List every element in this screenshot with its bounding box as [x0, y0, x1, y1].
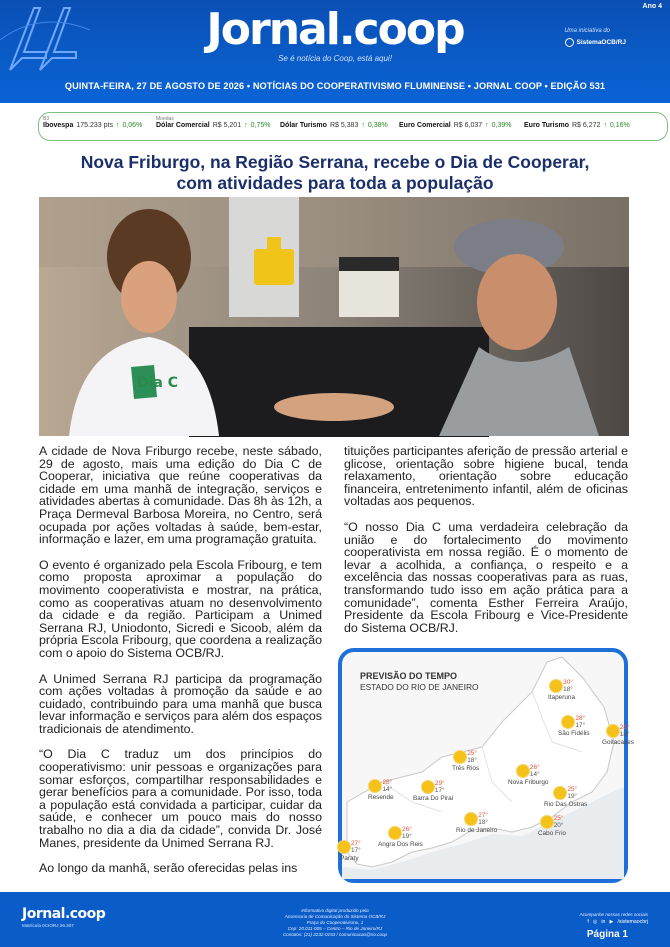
city-name: Barra Do Piraí: [413, 795, 454, 802]
linkedin-icon[interactable]: in: [601, 919, 606, 925]
info-line: Informativo digital produzido pela: [301, 908, 369, 913]
city-name: Nova Friburgo: [508, 779, 549, 786]
temp-max: 26°: [529, 764, 540, 771]
up-arrow-icon: ↑: [603, 121, 607, 129]
temp-max: 30°: [563, 679, 573, 686]
temp-min: 14°: [529, 771, 540, 778]
youtube-icon[interactable]: ▶: [609, 919, 614, 925]
ticker-name: Dólar Comercial: [156, 121, 210, 129]
facebook-icon[interactable]: f: [587, 919, 589, 925]
temp-min: 17°: [434, 787, 445, 794]
temp-max: 27°: [478, 812, 488, 819]
ticker-name: Ibovespa: [43, 121, 74, 129]
acompanhe-label: Acompanhe nossas redes sociais: [579, 912, 648, 917]
city-name: Goitacazes: [602, 739, 634, 746]
city-name: Cabo Frio: [538, 830, 567, 837]
footer-matricula: Matrícula 0CIORJ 26.307: [22, 923, 74, 928]
article-column-1: [39, 445, 322, 888]
temp-max: 25°: [467, 750, 477, 757]
city-forecast: [558, 715, 590, 737]
ticker-name: Euro Turismo: [524, 121, 569, 129]
city-forecast: [456, 812, 497, 834]
paragraph: O evento é organizado pela Escola Fribourg, e tem como proposta aproximar a população do movimento cooperativista e mostrar, na prática, como as cooperativas atuam no desenvolvimento da cidade e da região. Participam a Unimed Serrana RJ, Uniodonto, Sicredi e Sicoob, além da própria Escola Fribourg, que coordena a realização com o apoio do Sistema OCB/RJ.: [39, 557, 322, 660]
paragraph: “O Dia C traduz um dos princípios do cooperativismo: unir pessoas e organizações para somar esforços, compartilhar responsabilidades e gerar benefícios para a comunidade. Por isso, toda a população está convidada a participar, cuidar da saúde, e conhecer um pouco mais do nosso trabalho no dia a dia da cidade”, convida Dr. José Manes, presidente da Unimed Serrana RJ.: [39, 747, 322, 850]
dia-c-shirt-label: Dia C: [137, 375, 179, 391]
article-headline: [38, 152, 632, 194]
slogan: Se é notícia do Coop, está aqui!: [278, 54, 392, 63]
sun-icon: [541, 816, 553, 828]
ticker-value: R$ 5,201: [212, 121, 242, 129]
sun-icon: [554, 787, 566, 799]
ticker-change: 0,39%: [491, 121, 512, 129]
social-links: [587, 919, 648, 925]
city-name: Três Rios: [452, 765, 480, 772]
city-forecast: [602, 724, 634, 746]
ticker-value: R$ 6,037: [453, 121, 483, 129]
ticker-change: 0,06%: [122, 121, 143, 129]
headline-line-2: com atividades para toda a população: [176, 173, 494, 193]
sun-icon: [389, 827, 401, 839]
market-ticker: [38, 112, 668, 141]
ticker-value: R$ 5,383: [329, 121, 359, 129]
cloud-sun-icon: [454, 751, 466, 763]
temp-min: 14°: [382, 786, 393, 793]
temp-max: 28°: [382, 779, 393, 786]
info-line: Assessoria de Comunicação do Sistema OCB/RJ: [284, 914, 386, 919]
paragraph: A Unimed Serrana RJ participa da programação com ações voltadas à promoção da saúde e ao cuidado, contribuindo para uma manhã que busca levar informação e serviços para além dos espaços tradicionais de atendimento.: [39, 671, 322, 736]
temp-min: 20°: [553, 822, 564, 829]
ticker-item: [399, 122, 512, 129]
paragraph: A cidade de Nova Friburgo recebe, neste sábado, 29 de agosto, mais uma edição do Dia C de Cooperar, iniciativa que reúne cooperativas da cidade em uma manhã de integração, serviços e atividades abertas à comunidade. Das 8h às 12h, a Praça Dermeval Barbosa Moreira, no Centro, será ocupada por ações voltadas à saúde, bem-estar, informação e lazer, em uma programação gratuita.: [39, 444, 322, 547]
ocb-circle-icon: [565, 38, 574, 47]
city-forecast: [452, 750, 479, 772]
sun-icon: [465, 813, 477, 825]
up-arrow-icon: ↑: [115, 121, 120, 129]
temp-min: 18°: [619, 731, 630, 738]
temp-min: 17°: [351, 847, 361, 854]
sun-icon: [338, 841, 350, 853]
ano-label: Ano 4: [642, 3, 662, 10]
city-forecast: [368, 779, 394, 801]
info-line: Contatos: (21) 2232-0153 / comunicacao@rio.coop: [282, 932, 388, 937]
paragraph: “O nosso Dia C uma verdadeira celebração da união e do fortalecimento do movimento cooperativista em nossa região. É o momento de levar a acolhida, a confiança, o respeito e a excelência das nossas cooperativas para as ruas, transformando tudo isso em ação prática para a comunidade”, comenta Esther Ferreira Araújo, Presidente da Escola Fribourg e Vice-Presidente do Sistema OCB/RJ.: [344, 519, 628, 635]
city-name: Paraty: [340, 855, 359, 862]
temp-max: 28°: [575, 715, 586, 722]
up-arrow-icon: ↑: [361, 121, 365, 129]
article-photo: [39, 197, 629, 436]
city-name: Rio Das Ostras: [544, 801, 588, 808]
iniciativa-label: Uma iniciativa do: [564, 28, 610, 34]
sun-icon: [422, 781, 434, 793]
b3-label: B3: [43, 116, 50, 122]
city-name: São Fidélis: [558, 730, 590, 737]
article-column-2: [344, 445, 628, 647]
sistema-ocb-logo: [565, 37, 627, 47]
temp-max: 25°: [567, 786, 577, 793]
temp-max: 28°: [619, 724, 630, 731]
temp-max: 27°: [351, 840, 361, 847]
city-forecast: [544, 786, 587, 808]
weather-title: PREVISÃO DO TEMPO: [360, 671, 458, 681]
sun-icon: [369, 780, 381, 792]
ticker-item: [280, 122, 388, 129]
city-forecast: [378, 826, 423, 848]
footer-logo: Jornal.coop: [22, 906, 106, 922]
city-forecast: [538, 815, 566, 837]
temp-min: 19°: [567, 793, 577, 800]
dateline: QUINTA-FEIRA, 27 DE AGOSTO DE 2026 • NOTÍCIAS DO COOPERATIVISMO FLUMINENSE • JORNAL COOP • EDIÇÃO 531: [64, 81, 606, 91]
paragraph: Ao longo da manhã, serão oferecidas pelas ins: [39, 861, 298, 876]
city-name: Rio de Janeiro: [456, 827, 498, 834]
temp-min: 17°: [575, 722, 586, 729]
info-line: Cep: 20.011-005 – Centro – Rio de Janeiro/RJ: [287, 926, 383, 931]
event-photo-illustration: [39, 197, 629, 436]
paragraph: tituições participantes aferição de pressão arterial e glicose, orientação sobre higiene bucal, tenda relaxamento, orientação sobre educação financeira, entretenimento infantil, além de oficinas voltadas aos pequenos.: [344, 444, 628, 509]
page-number: Página 1: [586, 929, 628, 940]
ticker-name: Euro Comercial: [399, 121, 451, 129]
page-footer: [0, 892, 670, 947]
temp-min: 19°: [402, 833, 412, 840]
footer-info: [0, 908, 670, 938]
city-name: Itaperuna: [548, 694, 576, 701]
up-arrow-icon: ↑: [485, 121, 489, 129]
temp-min: 18°: [478, 819, 488, 826]
masthead-title: Jornal.coop: [206, 4, 464, 55]
instagram-icon[interactable]: ◎: [592, 919, 598, 925]
ticker-value: R$ 6,272: [571, 121, 601, 129]
ticker-item: [524, 122, 630, 129]
sun-icon: [517, 765, 529, 777]
city-name: Angra Dos Reis: [378, 841, 423, 848]
temp-max: 29°: [434, 780, 445, 787]
ticker-change: 0,75%: [250, 121, 271, 129]
ticker-name: Dólar Turismo: [280, 121, 327, 129]
info-line: Praça do Cooperativismo, 1: [306, 920, 364, 925]
social-handle[interactable]: /sistemaocbrj: [617, 919, 648, 925]
sun-icon: [550, 680, 562, 692]
city-forecast: [413, 780, 454, 802]
temp-max: 25°: [553, 815, 564, 822]
ticker-change: 0,16%: [609, 121, 630, 129]
ticker-item: [156, 122, 270, 129]
temp-max: 26°: [402, 826, 412, 833]
headline-line-1: Nova Friburgo, na Região Serrana, recebe o Dia de Cooperar,: [80, 152, 590, 172]
moedas-label: Moedas: [156, 116, 174, 122]
city-forecast: [338, 840, 361, 862]
sun-icon: [607, 725, 619, 737]
city-name: Resende: [368, 794, 394, 801]
ticker-change: 0,38%: [367, 121, 388, 129]
temp-min: 18°: [467, 757, 477, 764]
city-forecast: [548, 679, 575, 701]
city-forecast: [508, 764, 549, 786]
ticker-item: [43, 122, 142, 129]
sistema-label: SistemaOCB/RJ: [576, 38, 626, 46]
temp-min: 18°: [563, 686, 573, 693]
ticker-value: 175.233 pts: [76, 121, 113, 129]
weather-subtitle: ESTADO DO RIO DE JANEIRO: [360, 682, 479, 692]
up-arrow-icon: ↑: [244, 121, 248, 129]
sun-icon: [562, 716, 574, 728]
masthead-header: [0, 0, 670, 103]
weather-map-box: [338, 648, 634, 883]
